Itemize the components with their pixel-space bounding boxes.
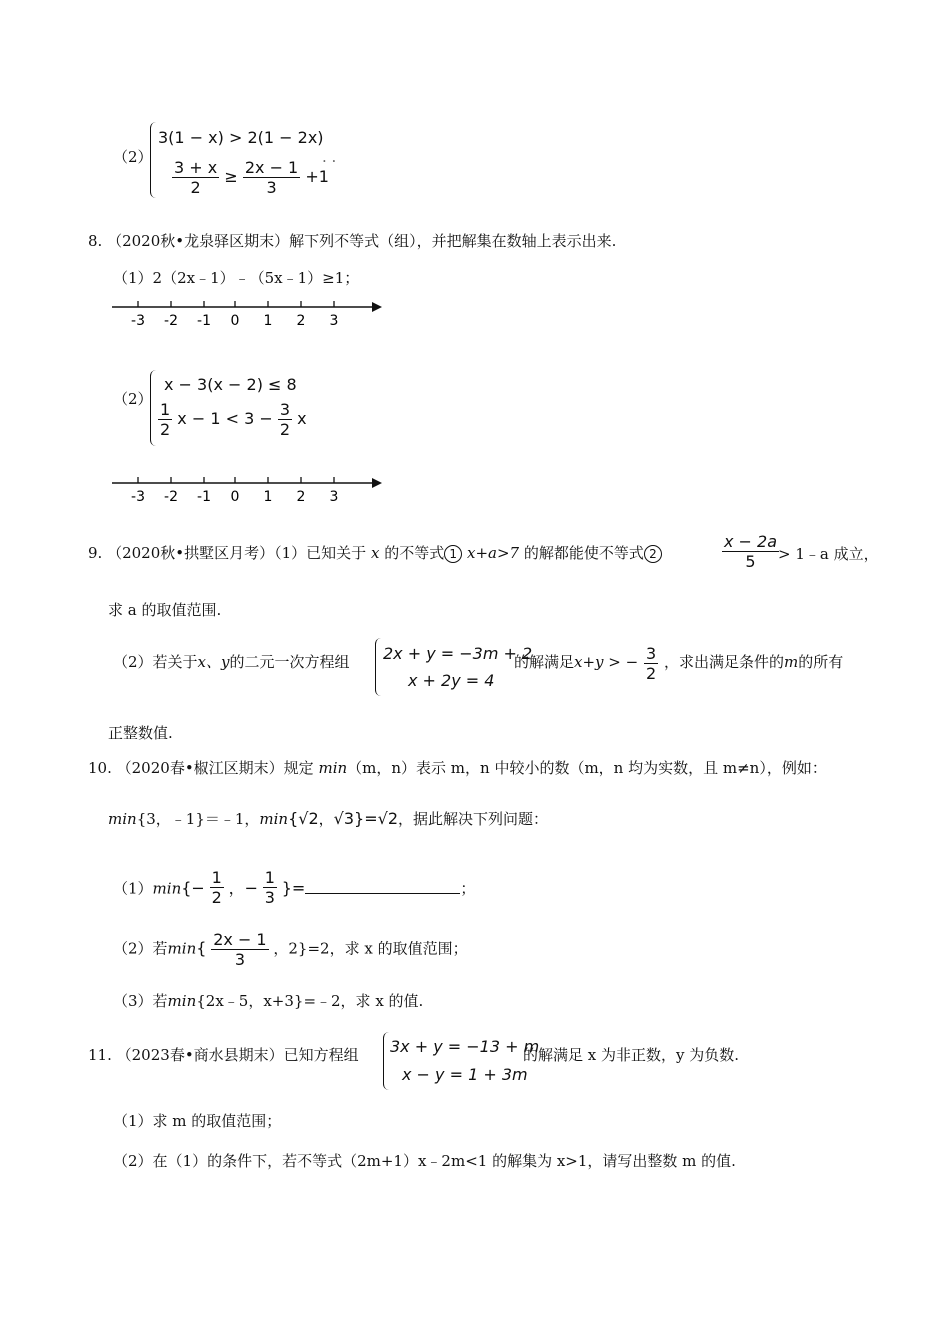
- axis-tick-label: 1: [263, 489, 273, 505]
- q9-p2-b: 的二元一次方程组: [229, 653, 350, 671]
- q9-line1: [88, 542, 662, 563]
- q10-root-2b: √2: [377, 809, 399, 828]
- q10-p1-num: （1）: [113, 879, 153, 898]
- q11-part2: （2）在（1）的条件下，若不等式（2m+1）x﹣2m<1 的解集为 x>1，请写出整数 m 的值.: [113, 1152, 736, 1170]
- q9-p1-cont: 求 a 的取值范围.: [108, 601, 222, 619]
- q10-ex2-open: {: [288, 809, 299, 828]
- q10-p1-f2-den: 3: [264, 888, 275, 907]
- q10-p3-a: （3）若: [113, 992, 168, 1010]
- q9-p2-e: 的所有: [798, 653, 844, 671]
- q11-source: （2023春•商水县期末）: [116, 1046, 284, 1064]
- q9-frac-den: 5: [745, 552, 756, 571]
- q9-eq-1: 2x + y = −3m + 2: [383, 644, 533, 663]
- q9-p2-m: m: [784, 653, 799, 671]
- q8-mid: x − 1 < 3 −: [177, 409, 273, 428]
- q10-p1-open: {−: [181, 878, 205, 898]
- q10-p2-b: ，2}=2，求 x 的取值范围；: [273, 939, 468, 958]
- q10-intro-b: （m，n）表示 m，n 中较小的数（m，n 均为实数，且 m≠n），例如：: [347, 759, 827, 777]
- q8-f1-num: 1: [160, 400, 171, 419]
- q10-p3-b: {2x﹣5，x+3}=﹣2，求 x 的值.: [196, 992, 424, 1010]
- q9-p2-a: [113, 651, 350, 672]
- q9-p2-c: [514, 651, 638, 672]
- q9-var-x: x: [370, 544, 380, 562]
- q7-ineq-1: 3(1 − x) > 2(1 − 2x): [158, 128, 324, 147]
- q9-p2-xy: x、y: [197, 653, 230, 671]
- q8-header: [88, 230, 616, 251]
- q8-ineq-1: x − 3(x − 2) ≤ 8: [164, 375, 297, 394]
- q9-fraction: [722, 532, 779, 571]
- q9-p1-d: > 1﹣a 成立，: [778, 545, 879, 563]
- q11-eq-1: 3x + y = −13 + m: [390, 1037, 540, 1056]
- q10-root-3: √3: [333, 809, 355, 828]
- q10-p1-close: }=: [281, 878, 306, 898]
- q7-brace: [150, 122, 157, 198]
- axis-tick-label: 3: [329, 489, 339, 505]
- axis-tick-label: 1: [263, 313, 273, 329]
- q10-p3-min: min: [167, 992, 197, 1010]
- q11-a: 已知方程组: [283, 1046, 359, 1064]
- q10-p1-end: ；: [460, 879, 476, 898]
- axis-tick-label: 2: [296, 313, 306, 329]
- q7-frac1-den: 2: [190, 178, 201, 197]
- q7-frac2-num: 2x − 1: [244, 158, 299, 177]
- q9-p2-frac-den: 2: [646, 664, 657, 683]
- q9-p2-d-text: ，求出满足条件的: [664, 653, 785, 671]
- q10-p1-min: min: [152, 879, 182, 898]
- q9-p2-cont: 正整数值.: [108, 724, 173, 742]
- axis-tick-label: 3: [329, 313, 339, 329]
- q10-ex-min-1: min: [108, 810, 137, 828]
- q9-p1-a: （1）已知关于: [274, 544, 367, 562]
- q10-source: （2020春•椒江区期末）: [116, 759, 284, 777]
- q8-brace: [150, 370, 157, 446]
- q9-frac-num: x − 2a: [724, 532, 778, 551]
- axis-tick-label: -3: [131, 313, 145, 329]
- q11-eq-2: x − y = 1 + 3m: [402, 1065, 528, 1084]
- q9-p1-b: 的不等式: [384, 544, 445, 562]
- circled-one: 1: [444, 545, 462, 563]
- circled-two: 2: [644, 545, 662, 563]
- q10-intro-a: 规定: [283, 759, 314, 777]
- q8-part1: （1）2（2x﹣1）﹣（5x﹣1）≥1；: [113, 269, 360, 287]
- q10-part2: [113, 930, 468, 969]
- q10-p2-f-den: 3: [234, 950, 245, 969]
- q8-number: 8.: [88, 232, 103, 250]
- q10-root-2: √2: [298, 809, 319, 828]
- q9-p2-d: [664, 651, 843, 672]
- q9-eq-2: x + 2y = 4: [408, 671, 495, 690]
- axis-tick-label: 0: [230, 489, 240, 505]
- q10-ex-min-2: min: [259, 810, 289, 828]
- q10-p2-f-num: 2x − 1: [213, 930, 267, 949]
- q9-p2-frac-num: 3: [646, 644, 657, 663]
- q10-p2-a: （2）若: [113, 939, 168, 958]
- q8-tail: x: [297, 409, 307, 428]
- q10-min: min: [318, 759, 348, 777]
- q10-ex1: {3，﹣1}＝﹣1，: [136, 810, 260, 828]
- q7-end: . .: [322, 148, 337, 166]
- axis-tick-label: 0: [230, 313, 240, 329]
- q11-number: 11.: [88, 1046, 112, 1064]
- q9-p2-cond: x+y > −: [574, 653, 639, 671]
- q9-brace: [375, 638, 382, 696]
- q8-f1-den: 2: [160, 420, 171, 439]
- q11-b: 的解满足 x 为非正数，y 为负数.: [523, 1046, 740, 1064]
- q10-ex2-tail: ，据此解决下列问题：: [398, 810, 549, 828]
- q10-line1: [88, 757, 827, 778]
- q8-number-line-2: [108, 472, 388, 508]
- q8-ineq-2: [158, 400, 307, 439]
- axis-tick-label: -2: [164, 489, 178, 505]
- q10-p1-sep: ，−: [228, 878, 258, 898]
- q9-number: 9.: [88, 544, 103, 562]
- q7-frac2-den: 3: [266, 178, 277, 197]
- q10-ex2-sep: ，: [318, 810, 334, 828]
- q7-ineq-2: [172, 158, 329, 197]
- q10-part1: [113, 870, 475, 909]
- q8-text: 解下列不等式（组），并把解集在数轴上表示出来.: [289, 232, 617, 250]
- q8-part2-label: （2）: [113, 390, 153, 408]
- axis-tick-label: -1: [197, 489, 211, 505]
- answer-blank[interactable]: [305, 879, 460, 894]
- q11-brace: [383, 1032, 390, 1090]
- q7-op: ≥: [224, 167, 238, 186]
- q10-example: [108, 808, 548, 829]
- axis-tick-label: 2: [296, 489, 306, 505]
- q11-part1: （1）求 m 的取值范围；: [113, 1112, 282, 1130]
- q10-ex2-close: }=: [354, 809, 378, 828]
- q10-p1-f2-num: 1: [264, 868, 275, 887]
- axis-tick-label: -3: [131, 489, 145, 505]
- q9-p2-frac: [644, 644, 658, 683]
- q9-p1-c: 的解都能使不等式: [523, 544, 644, 562]
- q11-header: [88, 1044, 359, 1065]
- axis-tick-label: -1: [197, 313, 211, 329]
- q9-p2-lead: （2）若关于: [113, 653, 198, 671]
- q10-p1-f1-den: 2: [211, 888, 222, 907]
- q10-p1-f1-num: 1: [211, 868, 222, 887]
- q7-tail: +1: [305, 167, 329, 186]
- q9-p2-c-text: 的解满足: [514, 653, 575, 671]
- q10-p2-open: {: [196, 938, 207, 958]
- q7-part2-label: （2）: [113, 148, 153, 166]
- q7-frac1-num: 3 + x: [174, 158, 218, 177]
- q9-source: （2020秋•拱墅区月考）: [107, 544, 275, 562]
- axis-arrow: [372, 302, 382, 312]
- q8-source: （2020秋•龙泉驿区期末）: [107, 232, 290, 250]
- q8-number-line-1: [108, 296, 388, 332]
- q10-part3: [113, 990, 423, 1011]
- q8-f2-num: 3: [279, 400, 291, 419]
- q9-ineq: x+a>7: [467, 544, 520, 562]
- axis-arrow: [372, 478, 382, 488]
- q10-p2-min: min: [167, 939, 197, 958]
- q10-number: 10.: [88, 759, 112, 777]
- q8-f2-den: 2: [279, 420, 291, 439]
- axis-tick-label: -2: [164, 313, 178, 329]
